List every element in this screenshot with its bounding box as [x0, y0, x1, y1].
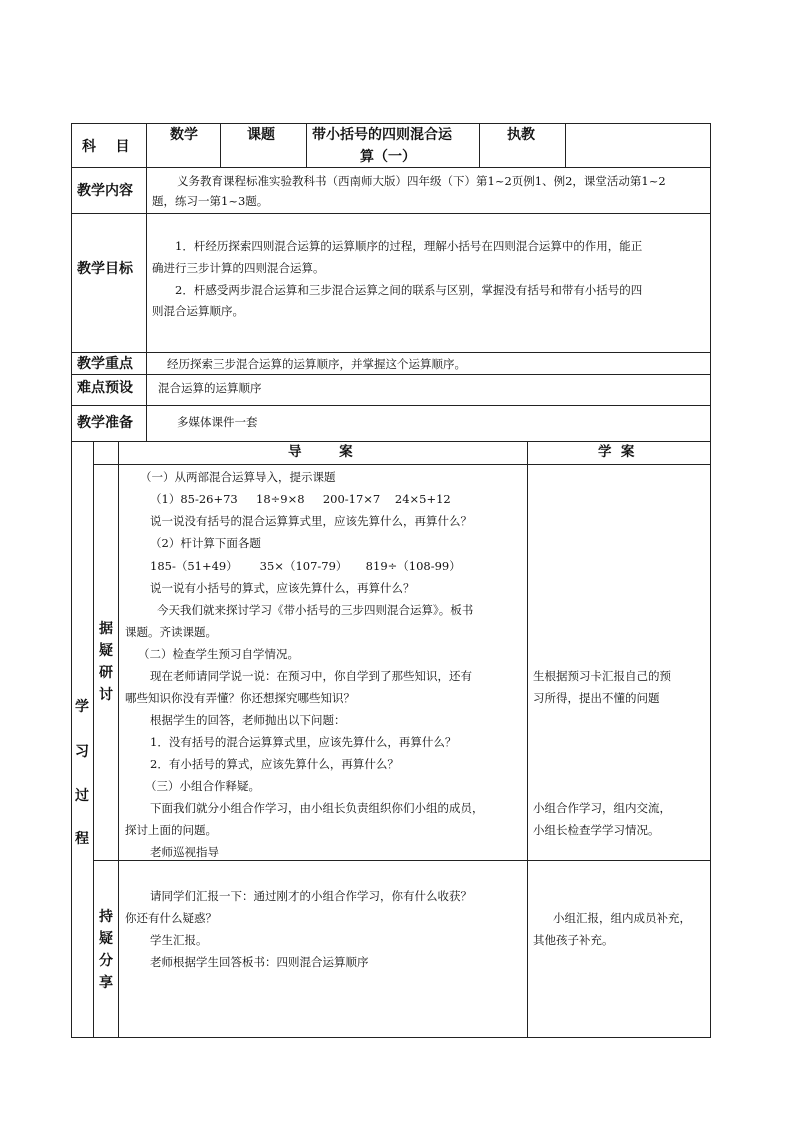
- section1-label-char: 疑: [99, 643, 113, 659]
- rule: [71, 352, 711, 353]
- guide-header: 导 案: [288, 444, 353, 460]
- guide-line: 课题。齐读课题。: [125, 625, 217, 639]
- rule: [527, 441, 528, 1038]
- topic-label: 课题: [247, 127, 275, 143]
- rule: [71, 167, 711, 168]
- rule: [71, 405, 711, 406]
- study-header: 学 案: [598, 444, 635, 460]
- guide-line: 今天我们就来探讨学习《带小括号的三步四则混合运算》。板书: [157, 603, 474, 617]
- guide-line: 你还有什么疑惑？: [125, 911, 217, 925]
- guide-line: 下面我们就分小组合作学习，由小组长负责组织你们小组的成员，: [150, 801, 484, 815]
- guide-line: 根据学生的回答，老师抛出以下问题：: [150, 713, 346, 727]
- topic-title-line2: 算（一）: [360, 149, 416, 165]
- section2-label-char: 持: [99, 909, 113, 925]
- study-line: 小组长检查学学习情况。: [533, 823, 660, 837]
- goals-label: 教学目标: [77, 261, 133, 277]
- rule: [93, 464, 711, 465]
- guide-line: 老师巡视指导: [150, 845, 219, 859]
- study-line: 小组合作学习，组内交流，: [533, 801, 671, 815]
- teacher-label: 执教: [507, 127, 535, 143]
- rule: [118, 441, 119, 1038]
- guide-line: 185-（51+49） 35×（107-79） 819÷（108-99）: [150, 559, 461, 573]
- rule: [565, 123, 566, 167]
- guide-line: 现在老师请同学说一说：在预习中，你自学到了那些知识，还有: [150, 669, 472, 683]
- difficulty-label: 难点预设: [77, 380, 133, 396]
- rule: [71, 1037, 711, 1038]
- guide-line: （一）从两部混合运算导入，提示课题: [140, 470, 336, 484]
- difficulty-text: 混合运算的运算顺序: [158, 381, 262, 395]
- guide-line: 1．没有括号的混合运算算式里，应该先算什么，再算什么？: [150, 735, 457, 749]
- section2-label-char: 分: [99, 953, 113, 969]
- process-label-char: 程: [75, 831, 89, 847]
- study-line: 习所得，提出不懂的问题: [533, 691, 660, 705]
- process-label-char: 过: [75, 788, 89, 804]
- guide-line: 老师根据学生回答板书：四则混合运算顺序: [150, 955, 369, 969]
- content-line: 题，练习一第1~3题。: [152, 194, 269, 208]
- guide-line: （2）杆计算下面各题: [150, 536, 261, 550]
- key-point-text: 经历探索三步混合运算的运算顺序，并掌握这个运算顺序。: [167, 357, 466, 371]
- section1-label-char: 讨: [99, 687, 113, 703]
- prep-text: 多媒体课件一套: [177, 415, 258, 429]
- guide-line: （三）小组合作释疑。: [145, 779, 260, 793]
- guide-line: （二）检查学生预习自学情况。: [138, 647, 299, 661]
- guide-line: 说一说没有括号的混合运算算式里，应该先算什么，再算什么？: [150, 514, 472, 528]
- topic-title-line1: 带小括号的四则混合运: [312, 127, 452, 143]
- goal-line: 1．杆经历探索四则混合运算的运算顺序的过程，理解小括号在四则混合运算中的作用，能正: [175, 239, 643, 253]
- rule: [710, 123, 711, 1038]
- guide-line: 2．有小括号的算式，应该先算什么，再算什么？: [150, 757, 399, 771]
- rule: [71, 441, 711, 442]
- guide-line: 说一说有小括号的算式，应该先算什么，再算什么？: [150, 581, 415, 595]
- content-label: 教学内容: [77, 183, 133, 199]
- rule: [71, 374, 711, 375]
- rule: [220, 123, 221, 167]
- guide-line: 学生汇报。: [150, 933, 208, 947]
- guide-line: （1）85-26+73 18÷9×8 200-17×7 24×5+12: [150, 492, 451, 506]
- section1-label-char: 研: [99, 665, 113, 681]
- guide-line: 哪些知识你没有弄懂？你还想探究哪些知识？: [125, 691, 355, 705]
- subject-label: 科 目: [82, 139, 130, 155]
- guide-line: 探讨上面的问题。: [125, 823, 217, 837]
- study-line: 小组汇报，组内成员补充，: [553, 911, 691, 925]
- goal-line: 确进行三步计算的四则混合运算。: [152, 261, 325, 275]
- guide-line: 请同学们汇报一下：通过刚才的小组合作学习，你有什么收获？: [150, 889, 472, 903]
- rule: [71, 213, 711, 214]
- study-line: 其他孩子补充。: [533, 933, 614, 947]
- section1-label-char: 据: [99, 621, 113, 637]
- content-line: 义务教育课程标准实验教科书（西南师大版）四年级（下）第1~2页例1、例2，课堂活动第1~2: [177, 174, 666, 188]
- key-point-label: 教学重点: [77, 356, 133, 372]
- rule: [146, 123, 147, 442]
- prep-label: 教学准备: [77, 415, 133, 431]
- rule: [71, 123, 72, 1038]
- section2-label-char: 享: [99, 975, 113, 991]
- subject-value: 数学: [170, 127, 198, 143]
- process-label-char: 习: [75, 744, 89, 760]
- process-label-char: 学: [75, 699, 89, 715]
- section2-label-char: 疑: [99, 931, 113, 947]
- rule: [71, 123, 711, 124]
- study-line: 生根据预习卡汇报自己的预: [533, 669, 671, 683]
- rule: [93, 441, 94, 1038]
- goal-line: 则混合运算顺序。: [152, 304, 244, 318]
- rule: [306, 123, 307, 167]
- rule: [93, 860, 711, 861]
- goal-line: 2．杆感受两步混合运算和三步混合运算之间的联系与区别，掌握没有括号和带有小括号的四: [175, 283, 643, 297]
- rule: [479, 123, 480, 167]
